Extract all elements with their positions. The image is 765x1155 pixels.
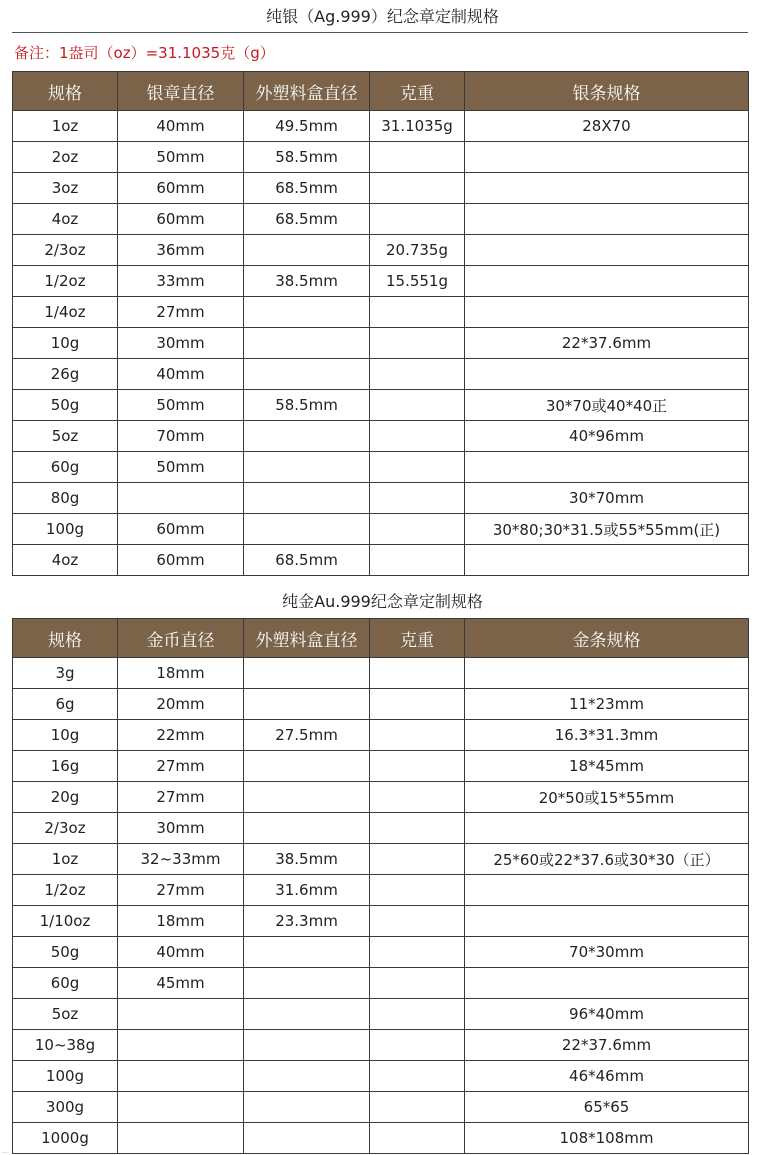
unit-note: 备注：1盎司（oz）=31.1035克（g） (14, 44, 275, 62)
cell-diameter: 50mm (118, 142, 244, 173)
cell-bar-spec: 25*60或22*37.6或30*30（正） (465, 844, 749, 875)
cell-box-diameter: 38.5mm (244, 266, 370, 297)
silver-table-body (13, 111, 749, 576)
cell-box-diameter: 23.3mm (244, 906, 370, 937)
cell-diameter: 27mm (118, 875, 244, 906)
cell-box-diameter (244, 689, 370, 720)
cell-spec: 300g (13, 1092, 118, 1123)
header-spec: 规格 (13, 72, 118, 111)
cell-bar-spec: 96*40mm (465, 999, 749, 1030)
cell-bar-spec: 22*37.6mm (465, 1030, 749, 1061)
cell-spec: 26g (13, 359, 118, 390)
cell-diameter: 45mm (118, 968, 244, 999)
table-row (13, 689, 749, 720)
table-row (13, 421, 749, 452)
cell-diameter: 60mm (118, 514, 244, 545)
cell-box-diameter: 49.5mm (244, 111, 370, 142)
cell-diameter (118, 1030, 244, 1061)
cell-diameter: 50mm (118, 390, 244, 421)
cell-spec: 2/3oz (13, 235, 118, 266)
table-row (13, 720, 749, 751)
cell-spec: 16g (13, 751, 118, 782)
cell-weight: 31.1035g (370, 111, 465, 142)
cell-spec: 1/2oz (13, 875, 118, 906)
table-row (13, 844, 749, 875)
cell-spec: 50g (13, 937, 118, 968)
header-spec: 规格 (13, 619, 118, 658)
cell-bar-spec: 28X70 (465, 111, 749, 142)
cell-weight (370, 782, 465, 813)
table-header-row (13, 619, 749, 658)
table-header-row (13, 72, 749, 111)
cell-weight: 20.735g (370, 235, 465, 266)
table-row (13, 359, 749, 390)
cell-bar-spec (465, 658, 749, 689)
cell-diameter: 60mm (118, 204, 244, 235)
cell-diameter: 30mm (118, 813, 244, 844)
cell-diameter: 32~33mm (118, 844, 244, 875)
cell-spec: 10g (13, 720, 118, 751)
cell-box-diameter (244, 297, 370, 328)
header-bar-spec: 银条规格 (465, 72, 749, 111)
table-row (13, 545, 749, 576)
table-row (13, 1123, 749, 1154)
cell-diameter (118, 483, 244, 514)
gold-table-title: 纯金Au.999纪念章定制规格 (282, 592, 483, 611)
cell-box-diameter (244, 483, 370, 514)
cell-weight (370, 906, 465, 937)
cell-spec: 1oz (13, 111, 118, 142)
cell-spec: 1/4oz (13, 297, 118, 328)
cell-weight (370, 1061, 465, 1092)
cell-weight (370, 689, 465, 720)
cell-weight (370, 937, 465, 968)
cell-diameter: 33mm (118, 266, 244, 297)
cell-bar-spec: 16.3*31.3mm (465, 720, 749, 751)
cell-box-diameter (244, 514, 370, 545)
cell-spec: 60g (13, 968, 118, 999)
cell-box-diameter: 68.5mm (244, 204, 370, 235)
footer-mark: ... (2, 1148, 8, 1155)
cell-diameter: 40mm (118, 359, 244, 390)
cell-bar-spec: 22*37.6mm (465, 328, 749, 359)
table-row (13, 452, 749, 483)
cell-diameter: 60mm (118, 545, 244, 576)
gold-spec-table (12, 618, 749, 1154)
table-row (13, 1030, 749, 1061)
cell-spec: 2oz (13, 142, 118, 173)
cell-spec: 1oz (13, 844, 118, 875)
table-row (13, 968, 749, 999)
cell-box-diameter (244, 1061, 370, 1092)
cell-diameter (118, 1061, 244, 1092)
cell-bar-spec: 108*108mm (465, 1123, 749, 1154)
cell-bar-spec (465, 813, 749, 844)
table-row (13, 1092, 749, 1123)
cell-spec: 10~38g (13, 1030, 118, 1061)
cell-spec: 5oz (13, 999, 118, 1030)
cell-bar-spec (465, 875, 749, 906)
cell-diameter: 27mm (118, 751, 244, 782)
cell-spec: 4oz (13, 545, 118, 576)
cell-spec: 60g (13, 452, 118, 483)
cell-weight (370, 1092, 465, 1123)
cell-bar-spec: 18*45mm (465, 751, 749, 782)
table-row (13, 875, 749, 906)
cell-bar-spec: 30*70mm (465, 483, 749, 514)
cell-box-diameter (244, 359, 370, 390)
cell-diameter: 18mm (118, 658, 244, 689)
table-row (13, 782, 749, 813)
cell-diameter: 36mm (118, 235, 244, 266)
cell-bar-spec (465, 359, 749, 390)
table-row (13, 1061, 749, 1092)
cell-diameter: 20mm (118, 689, 244, 720)
cell-spec: 50g (13, 390, 118, 421)
cell-diameter: 30mm (118, 328, 244, 359)
cell-box-diameter (244, 658, 370, 689)
cell-weight (370, 452, 465, 483)
cell-spec: 1000g (13, 1123, 118, 1154)
cell-spec: 1/10oz (13, 906, 118, 937)
header-box-diameter: 外塑料盒直径 (244, 72, 370, 111)
cell-box-diameter (244, 1123, 370, 1154)
cell-diameter: 40mm (118, 937, 244, 968)
table-row (13, 999, 749, 1030)
cell-spec: 2/3oz (13, 813, 118, 844)
cell-box-diameter (244, 235, 370, 266)
cell-bar-spec: 46*46mm (465, 1061, 749, 1092)
header-box-diameter: 外塑料盒直径 (244, 619, 370, 658)
cell-weight (370, 359, 465, 390)
cell-spec: 4oz (13, 204, 118, 235)
cell-bar-spec (465, 142, 749, 173)
cell-spec: 1/2oz (13, 266, 118, 297)
cell-bar-spec (465, 968, 749, 999)
cell-bar-spec: 30*80;30*31.5或55*55mm(正) (465, 514, 749, 545)
cell-bar-spec (465, 266, 749, 297)
cell-spec: 5oz (13, 421, 118, 452)
cell-spec: 100g (13, 514, 118, 545)
cell-box-diameter: 58.5mm (244, 390, 370, 421)
table-row (13, 906, 749, 937)
header-diameter: 银章直径 (118, 72, 244, 111)
cell-weight (370, 514, 465, 545)
cell-weight (370, 720, 465, 751)
cell-box-diameter: 38.5mm (244, 844, 370, 875)
title-divider (12, 32, 748, 33)
table-row (13, 235, 749, 266)
table-row (13, 813, 749, 844)
cell-diameter: 18mm (118, 906, 244, 937)
table-row (13, 266, 749, 297)
gold-table-body (13, 658, 749, 1154)
cell-box-diameter (244, 968, 370, 999)
table-row (13, 483, 749, 514)
cell-bar-spec: 11*23mm (465, 689, 749, 720)
cell-diameter: 70mm (118, 421, 244, 452)
cell-spec: 3g (13, 658, 118, 689)
cell-weight (370, 204, 465, 235)
header-weight: 克重 (370, 72, 465, 111)
cell-weight (370, 968, 465, 999)
cell-bar-spec: 65*65 (465, 1092, 749, 1123)
cell-box-diameter (244, 1030, 370, 1061)
cell-box-diameter (244, 452, 370, 483)
table-row (13, 297, 749, 328)
cell-weight (370, 875, 465, 906)
cell-weight (370, 1030, 465, 1061)
cell-box-diameter (244, 813, 370, 844)
cell-box-diameter (244, 1092, 370, 1123)
cell-bar-spec (465, 545, 749, 576)
cell-diameter (118, 1092, 244, 1123)
cell-bar-spec (465, 235, 749, 266)
cell-weight (370, 390, 465, 421)
table-row (13, 111, 749, 142)
cell-box-diameter: 31.6mm (244, 875, 370, 906)
cell-diameter: 27mm (118, 297, 244, 328)
cell-diameter: 27mm (118, 782, 244, 813)
table-row (13, 204, 749, 235)
cell-weight (370, 545, 465, 576)
silver-spec-table (12, 71, 749, 576)
cell-bar-spec: 20*50或15*55mm (465, 782, 749, 813)
silver-table-title: 纯银（Ag.999）纪念章定制规格 (266, 7, 499, 26)
cell-diameter: 22mm (118, 720, 244, 751)
cell-box-diameter (244, 782, 370, 813)
cell-weight (370, 483, 465, 514)
table-row (13, 751, 749, 782)
table-row (13, 514, 749, 545)
cell-box-diameter: 58.5mm (244, 142, 370, 173)
cell-spec: 20g (13, 782, 118, 813)
table-row (13, 937, 749, 968)
table-row (13, 142, 749, 173)
cell-diameter (118, 1123, 244, 1154)
cell-spec: 6g (13, 689, 118, 720)
cell-spec: 80g (13, 483, 118, 514)
cell-diameter: 60mm (118, 173, 244, 204)
cell-bar-spec (465, 452, 749, 483)
cell-box-diameter: 68.5mm (244, 545, 370, 576)
cell-bar-spec: 70*30mm (465, 937, 749, 968)
cell-weight (370, 421, 465, 452)
table-row (13, 173, 749, 204)
table-row (13, 390, 749, 421)
cell-bar-spec: 30*70或40*40正 (465, 390, 749, 421)
cell-weight (370, 999, 465, 1030)
cell-spec: 100g (13, 1061, 118, 1092)
cell-bar-spec: 40*96mm (465, 421, 749, 452)
cell-weight (370, 297, 465, 328)
header-weight: 克重 (370, 619, 465, 658)
cell-bar-spec (465, 204, 749, 235)
cell-weight (370, 328, 465, 359)
cell-diameter: 50mm (118, 452, 244, 483)
cell-weight (370, 142, 465, 173)
cell-bar-spec (465, 173, 749, 204)
cell-box-diameter (244, 328, 370, 359)
cell-weight (370, 173, 465, 204)
cell-weight (370, 813, 465, 844)
cell-weight (370, 658, 465, 689)
table-row (13, 658, 749, 689)
cell-box-diameter: 68.5mm (244, 173, 370, 204)
cell-diameter (118, 999, 244, 1030)
cell-box-diameter (244, 937, 370, 968)
cell-box-diameter (244, 999, 370, 1030)
cell-diameter: 40mm (118, 111, 244, 142)
cell-bar-spec (465, 906, 749, 937)
cell-box-diameter: 27.5mm (244, 720, 370, 751)
cell-weight: 15.551g (370, 266, 465, 297)
header-diameter: 金币直径 (118, 619, 244, 658)
cell-spec: 3oz (13, 173, 118, 204)
cell-box-diameter (244, 421, 370, 452)
cell-weight (370, 1123, 465, 1154)
cell-weight (370, 751, 465, 782)
header-bar-spec: 金条规格 (465, 619, 749, 658)
cell-box-diameter (244, 751, 370, 782)
cell-bar-spec (465, 297, 749, 328)
cell-weight (370, 844, 465, 875)
cell-spec: 10g (13, 328, 118, 359)
table-row (13, 328, 749, 359)
